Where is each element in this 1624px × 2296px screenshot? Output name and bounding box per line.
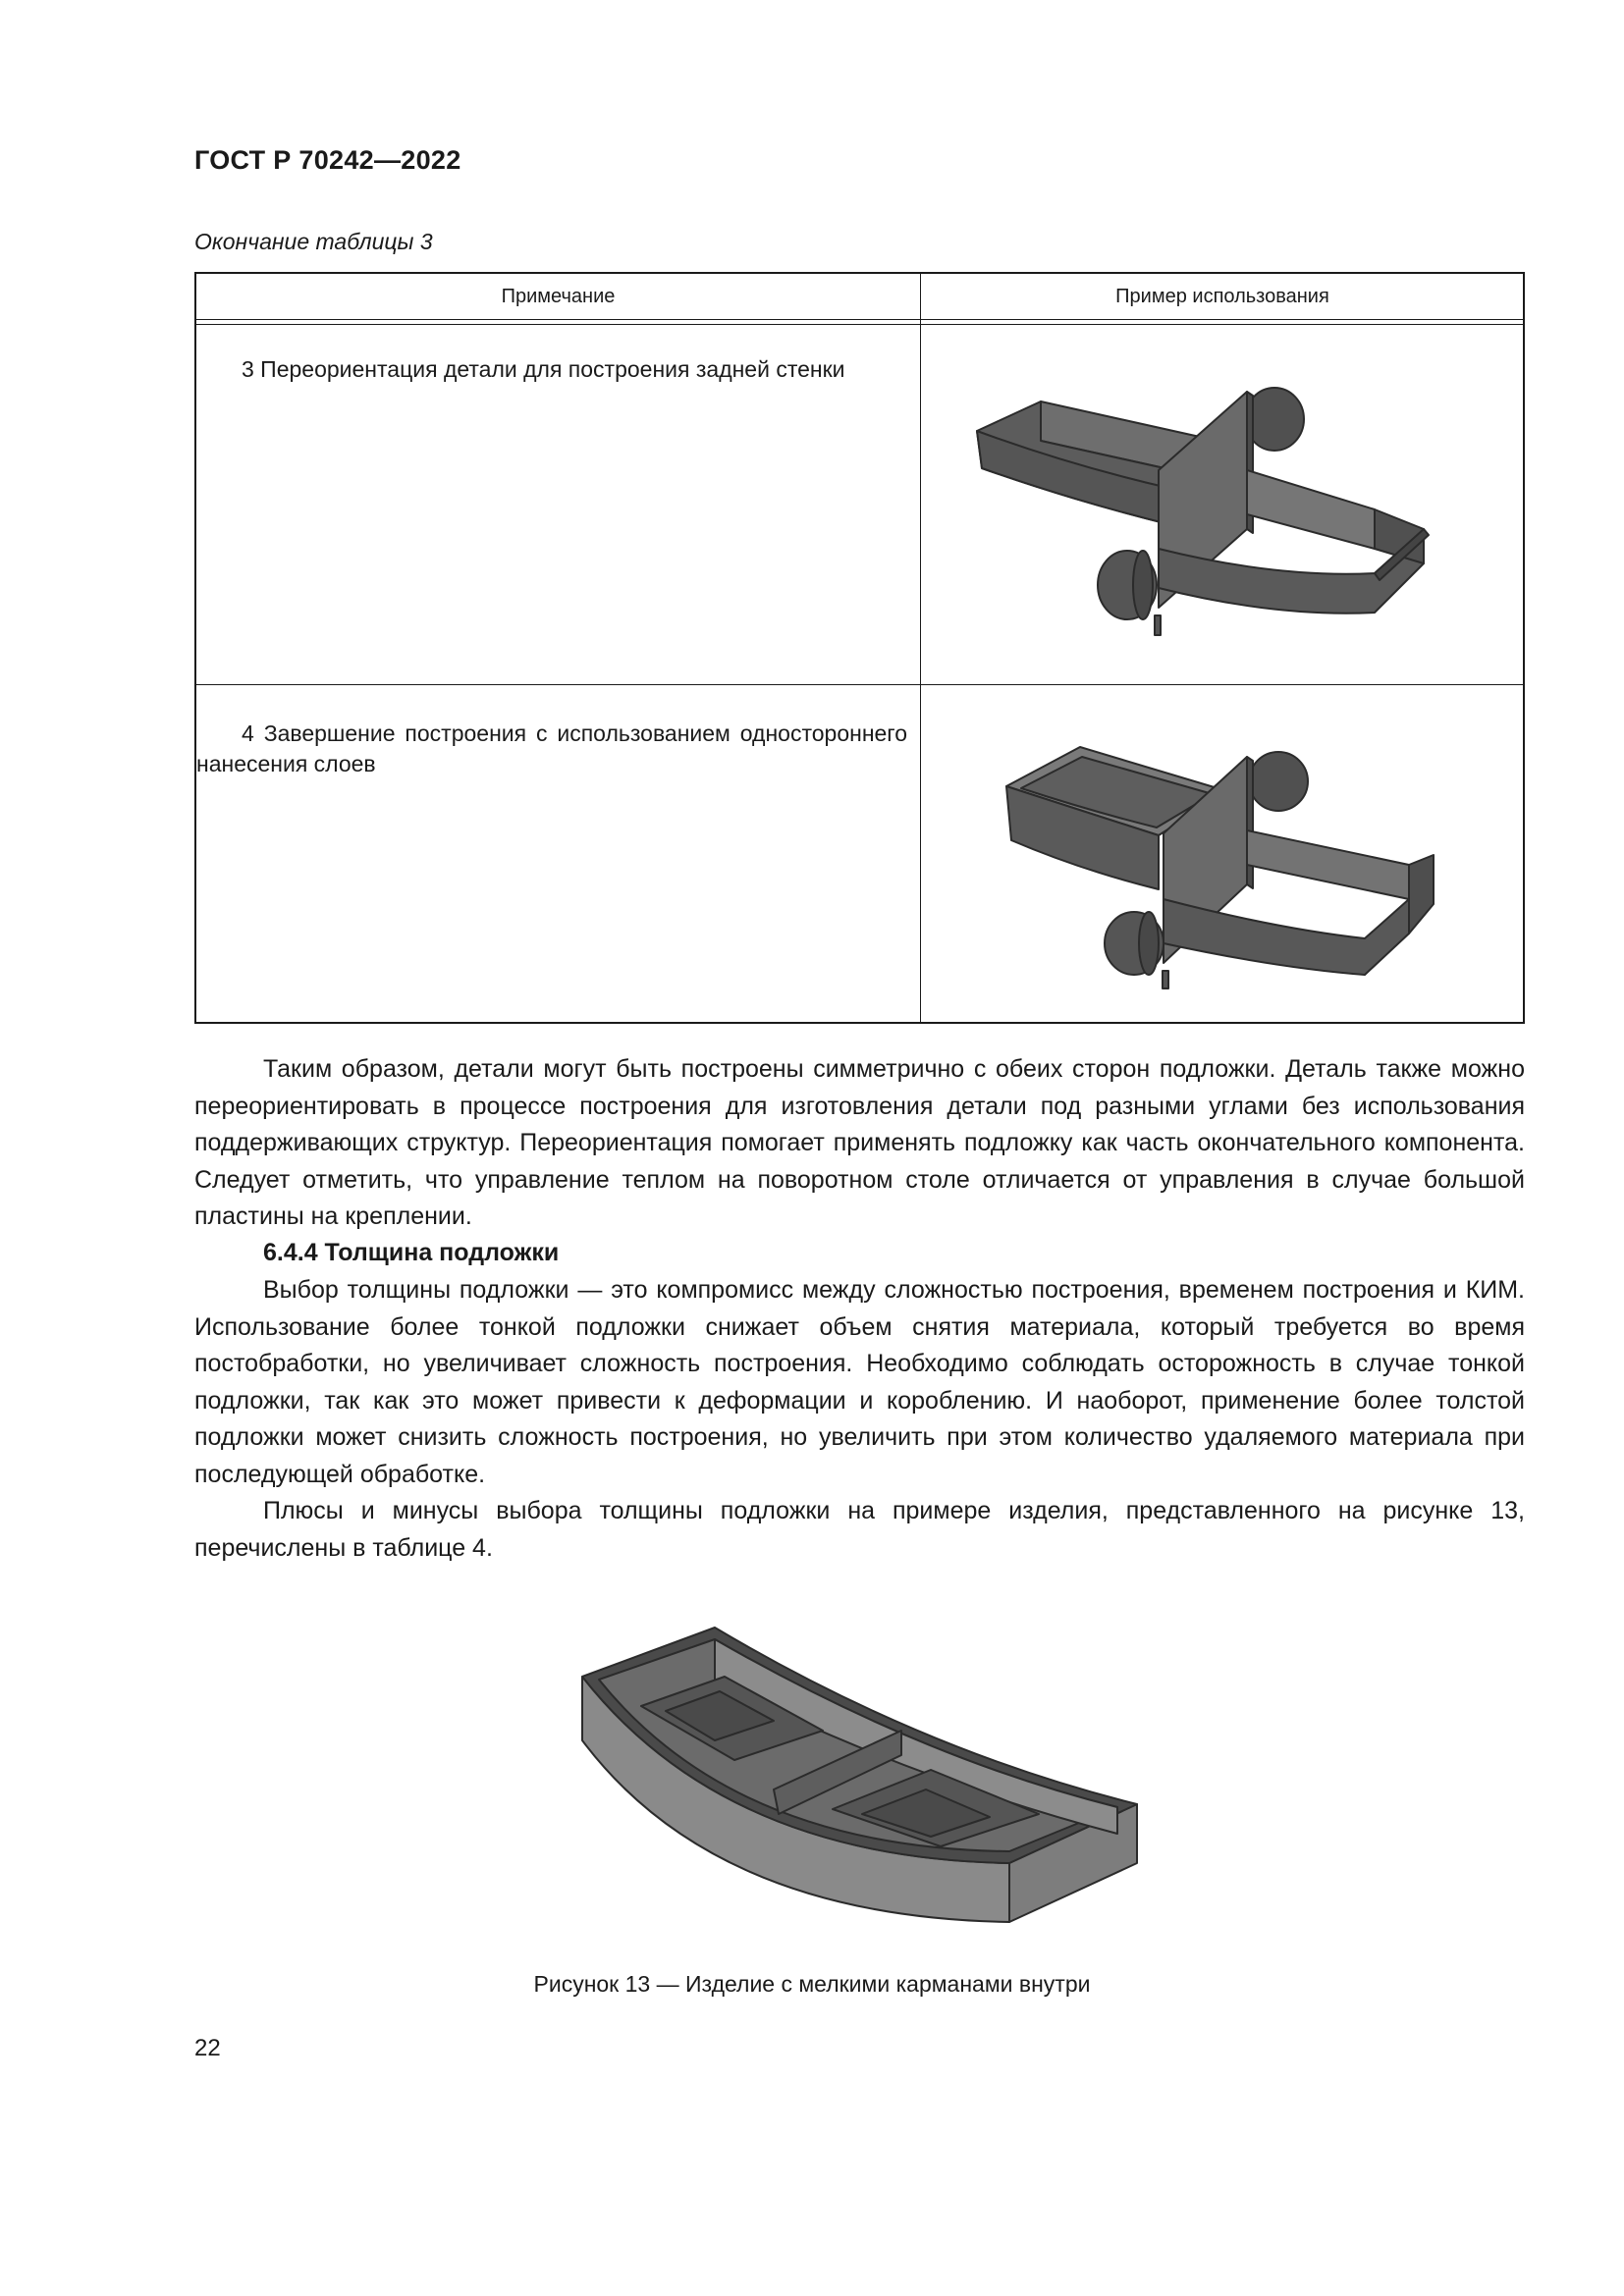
- standard-code: ГОСТ Р 70242—2022: [194, 145, 461, 175]
- header-rule-double: [196, 324, 1523, 325]
- row-3-example-image: [962, 352, 1502, 657]
- subsection-heading-text: 6.4.4 Толщина подложки: [263, 1239, 560, 1266]
- row-4-example-image: [962, 718, 1502, 1012]
- table-caption: Окончание таблицы 3: [194, 229, 433, 254]
- paragraph-text: Плюсы и минусы выбора толщины подложки на примере изделия, представленного на рисунке 13, перечислены в таблице 4.: [194, 1497, 1525, 1562]
- header-rule: [196, 319, 1523, 320]
- column-header-example: Пример использования: [1115, 286, 1329, 307]
- column-divider: [920, 274, 921, 1022]
- paragraph-text: Выбор толщины подложки — это компромисс между сложностью построения, временем построения и КИМ. Использование более тонкой подложки снижает объем снятия материала, который требуется во время постобработки, но увеличивает сложность построения. Необходимо соблюдать осторожность в случае тонкой подложки, так как это может привести к деформации и короблению. И наоборот, применение более толстой подложки может снизить сложность построения, но увеличить при этом количество удаляемого материала при последующей обработке.: [194, 1276, 1525, 1488]
- paragraph: [194, 1051, 1525, 1236]
- table-row-note: [196, 354, 907, 385]
- paragraph-text: Таким образом, детали могут быть построены симметрично с обеих сторон подложки. Деталь также можно переориентировать в процессе построения для изготовления детали под разными углами без использования поддерживающих структур. Переориентация помогает применять подложку как часть окончательного компонента. Следует отметить, что управление теплом на поворотном столе отличается от управления в случае большой пластины на креплении.: [194, 1055, 1525, 1230]
- subsection-heading: [194, 1235, 1525, 1272]
- paragraph: [194, 1493, 1525, 1567]
- row-divider: [196, 684, 1523, 685]
- table-row-note: [196, 719, 907, 779]
- row-3-note-text: 3 Переориентация детали для построения задней стенки: [242, 356, 845, 382]
- figure-13-image: [577, 1613, 1147, 1947]
- row-4-note-text: 4 Завершение построения с использованием одностороннего нанесения слоев: [196, 721, 907, 776]
- table-3-continuation: [194, 272, 1525, 1024]
- figure-caption: Рисунок 13 — Изделие с мелкими карманами внутри: [533, 1971, 1091, 1997]
- paragraph: [194, 1272, 1525, 1493]
- page-number: 22: [194, 2035, 221, 2061]
- column-header-note: Примечание: [501, 286, 616, 307]
